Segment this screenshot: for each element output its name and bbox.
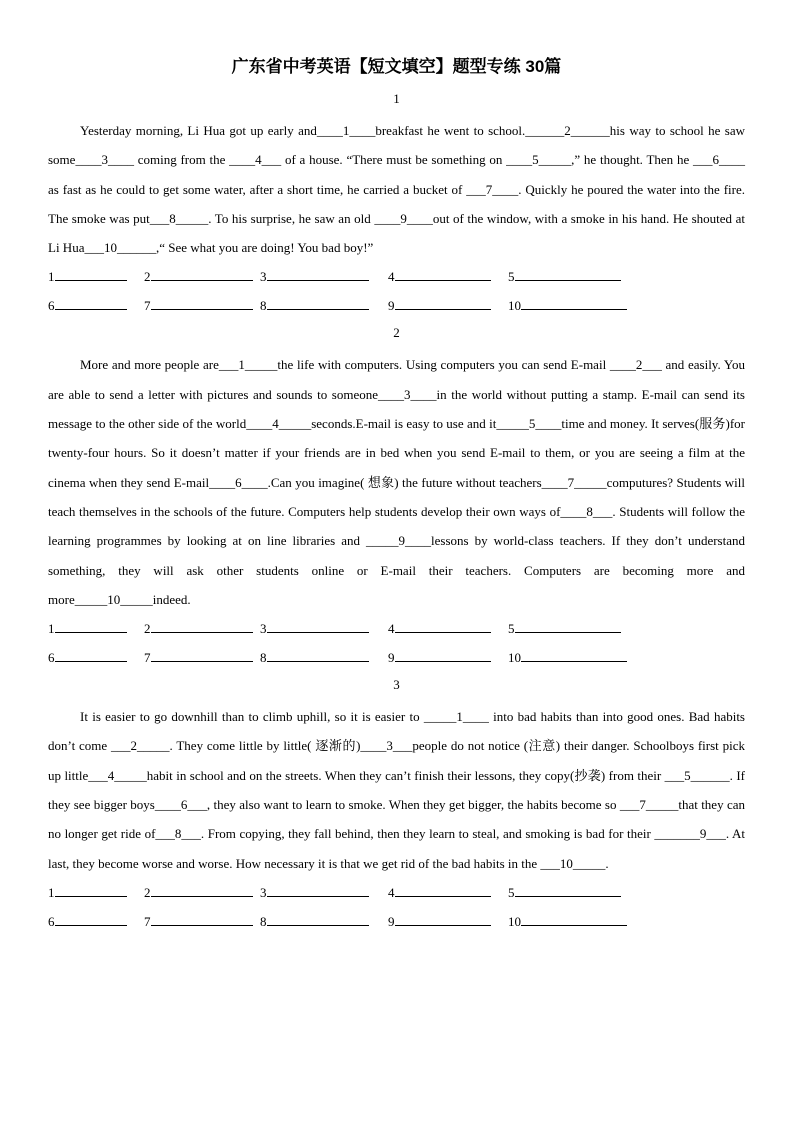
answer-blank[interactable]: 7 (144, 643, 260, 672)
answer-blank[interactable]: 2 (144, 614, 260, 643)
passage-text: More and more people are___1_____the life with computers. Using computers you can send E-mail ____2___ and easily. You are able to send a letter with pictures and sounds to someone____3____in the world without putting a stamp. E-mail can send its message to the other side of the world____4_____seconds.E-mail is easy to use and it_____5____time and money. It serves(服务)for twenty-four hours. So it doesn’t matter if your friends are in bed when you send E-mail to them, or you are seeing a film at the cinema when they send E-mail____6____.Can you imagine( 想象) the future without teachers____7_____computures? Students will teach themselves in the schools of the future. Computers help students develop their own ways of____8___. Students will follow the learning programmes by looking at on line libraries and _____9____lessons by world-class teachers. If they don’t understand something, they will ask other students online or E-mail their teachers. Computers are becoming more and more_____10_____indeed. (48, 357, 745, 607)
passage-text: It is easier to go downhill than to climb uphill, so it is easier to _____1____ into bad habits than into good ones. Bad habits don’t come ___2_____. They come little by little( 逐渐的)____3___people do not notice (注意) their danger. Schoolboys first pick up little___4_____habit in school and on the streets. When they can’t finish their lessons, they copy(抄袭) from their ___5______. If they see bigger boys____6___, they also want to learn to smoke. When they get bigger, the habits become so ___7_____that they can no longer get ride of___8___. From copying, they fall behind, then they learn to steal, and smoking is bad for their _______9___. At last, they become worse and worse. How necessary it is that we get rid of the bad habits in the ___10_____. (48, 709, 745, 871)
answer-blank[interactable]: 6 (48, 291, 144, 320)
answer-blank[interactable]: 3 (260, 878, 388, 907)
answer-row (48, 907, 745, 936)
answer-blank[interactable]: 10 (508, 291, 638, 320)
answer-blank[interactable]: 10 (508, 643, 638, 672)
answer-row (48, 614, 745, 643)
answer-row (48, 291, 745, 320)
passage-number: 2 (393, 325, 400, 341)
answer-sheet (48, 262, 745, 320)
answer-blank[interactable]: 2 (144, 878, 260, 907)
answer-blank[interactable]: 4 (388, 262, 508, 291)
page-title: 广东省中考英语【短文填空】题型专练 30篇 (231, 57, 562, 76)
answer-blank[interactable]: 3 (260, 614, 388, 643)
passage-section-3 (48, 676, 745, 936)
passage-number: 1 (393, 91, 400, 106)
answer-blank[interactable]: 1 (48, 262, 144, 291)
answer-blank[interactable]: 4 (388, 878, 508, 907)
answer-blank[interactable]: 3 (260, 262, 388, 291)
answer-blank[interactable]: 7 (144, 291, 260, 320)
passage-section-1 (48, 90, 745, 320)
passage-section-2 (48, 324, 745, 672)
answer-blank[interactable]: 5 (508, 262, 638, 291)
answer-blank[interactable]: 8 (260, 643, 388, 672)
document-page (48, 56, 745, 940)
answer-row (48, 643, 745, 672)
passage-text: Yesterday morning, Li Hua got up early and____1____breakfast he went to school.______2______his way to school he saw some____3____ coming from the ____4___ of a house. “There must be something on ____5_____,” he thought. Then he ___6____ as fast as he could to get some water, after a short time, he carried a bucket of ___7____. Quickly he poured the water into the fire. The smoke was put___8_____. To his surprise, he saw an old ____9____out of the window, with a smoke in his hand. He shouted at Li Hua___10______,“ See what you are doing! You bad boy!” (48, 123, 745, 256)
answer-blank[interactable]: 1 (48, 614, 144, 643)
answer-blank[interactable]: 2 (144, 262, 260, 291)
passage-number: 3 (393, 677, 400, 693)
answer-row (48, 878, 745, 907)
answer-blank[interactable]: 4 (388, 614, 508, 643)
answer-blank[interactable]: 9 (388, 291, 508, 320)
answer-blank[interactable]: 7 (144, 907, 260, 936)
answer-blank[interactable]: 5 (508, 614, 638, 643)
answer-blank[interactable]: 8 (260, 291, 388, 320)
answer-blank[interactable]: 9 (388, 643, 508, 672)
answer-blank[interactable]: 10 (508, 907, 638, 936)
answer-blank[interactable]: 5 (508, 878, 638, 907)
answer-blank[interactable]: 1 (48, 878, 144, 907)
answer-sheet (48, 614, 745, 672)
answer-sheet (48, 878, 745, 936)
answer-blank[interactable]: 6 (48, 907, 144, 936)
answer-blank[interactable]: 8 (260, 907, 388, 936)
answer-blank[interactable]: 6 (48, 643, 144, 672)
answer-blank[interactable]: 9 (388, 907, 508, 936)
answer-row (48, 262, 745, 291)
